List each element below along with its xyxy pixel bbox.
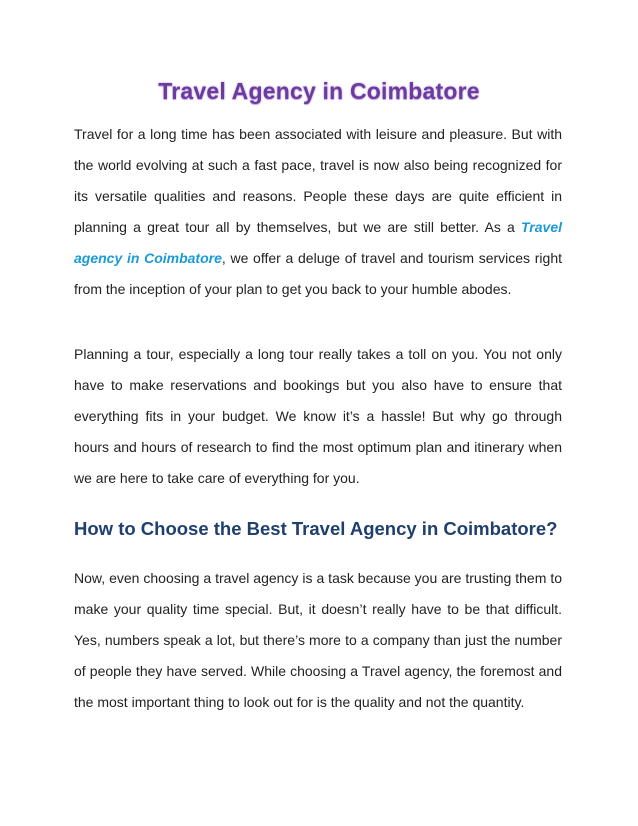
choosing-paragraph: Now, even choosing a travel agency is a task because you are trusting them to make your quality time special. But, it doesn’t really have to be that difficult. Yes, numbers speak a lot, but there’s more to a company than just the number of people they have served. While choosing a Travel agency, the foremost and the most important thing to look out for is the quality and not the quantity. (74, 570, 562, 710)
section-heading: How to Choose the Best Travel Agency in Coimbatore? (74, 518, 558, 539)
travel-agency-link[interactable]: Travel agency in Coimbatore (74, 219, 562, 266)
intro-paragraph (74, 119, 562, 305)
intro-text-before-link: Travel for a long time has been associated with leisure and pleasure. But with the world evolving at such a fast pace, travel is now also being recognized for its versatile qualities and reasons. People these days are quite efficient in planning a great tour all by themselves, but we are still better. As a (74, 126, 562, 235)
intro-text-after-link: , we offer a deluge of travel and tourism services right from the inception of your plan to get you back to your humble abodes. (74, 250, 562, 297)
document-title: Travel Agency in Coimbatore (158, 78, 480, 104)
planning-paragraph: Planning a tour, especially a long tour really takes a toll on you. You not only have to make reservations and bookings but you also have to ensure that everything fits in your budget. We know it’s a hassle! But why go through hours and hours of research to find the most optimum plan and itinerary when we are here to take care of everything for you. (74, 346, 562, 486)
